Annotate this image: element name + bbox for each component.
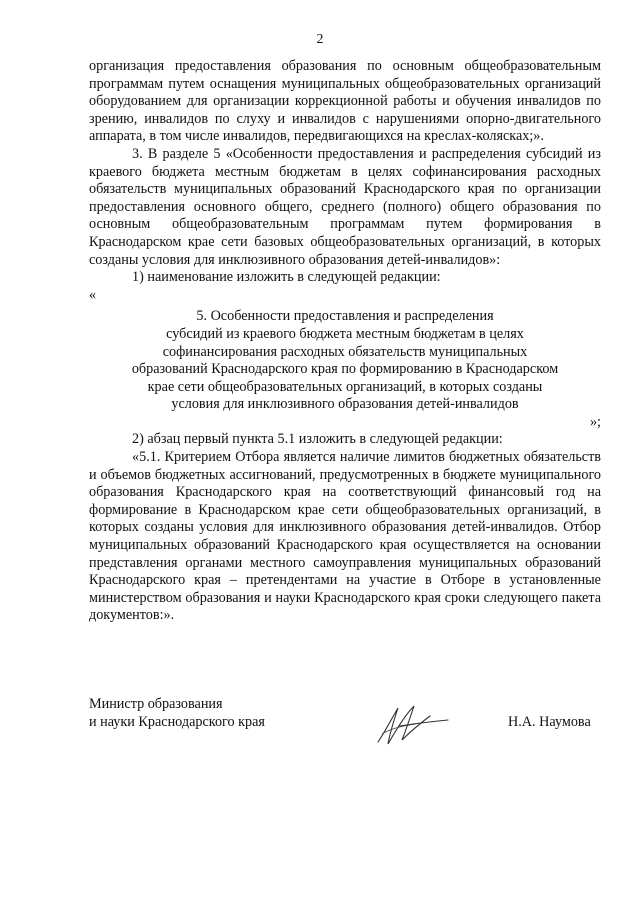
paragraph-3-item-1: 1) наименование изложить в следующей редакции: xyxy=(132,269,441,286)
paragraph-3: 3. В разделе 5 «Особенности предоставления и распределения субсидий из краевого бюджета местным бюджетам в целях софинансирования расходных обязательств муниципальных образований Краснодарского края по организации предоставления основного общего, среднего (полного) общего образования по основным общеобразовательным программам путем формирования в Краснодарском крае сети базовых общеобразовательных организаций, в которых созданы условия для инклюзивного образования детей-инвалидов»: xyxy=(89,145,601,268)
handwritten-signature xyxy=(372,700,452,748)
heading-line: 5. Особенности предоставления и распределения xyxy=(196,308,494,325)
signatory-title xyxy=(89,696,265,731)
heading-line: софинансирования расходных обязательств муниципальных xyxy=(162,343,528,360)
signatory-title-line: и науки Краснодарского края xyxy=(89,713,265,730)
quote-open-mark: « xyxy=(89,286,97,303)
section-heading xyxy=(89,308,601,414)
paragraph-5-1: «5.1. Критерием Отбора является наличие лимитов бюджетных обязательств и объемов бюджетных ассигнований, предусмотренных в бюджете муниципального образования Краснодарского края на соответствующий финансовый год на формирование в Краснодарском крае сети общеобразовательных организаций, в которых созданы условия для инклюзивного образования детей-инвалидов. Отбор муниципальных образований Краснодарского края осуществляется на основании представления органами местного самоуправления муниципальных образований Краснодарского края – претендентами на участие в Отборе в установленные министерством образования и науки Краснодарского края сроки следующего пакета документов:». xyxy=(89,449,601,624)
page-number: 2 xyxy=(316,32,324,47)
heading-line: условия для инклюзивного образования детей-инвалидов xyxy=(171,396,519,413)
heading-line: субсидий из краевого бюджета местным бюджетам в целях xyxy=(166,325,524,342)
quote-close-mark: »; xyxy=(589,413,601,430)
paragraph-3-item-2: 2) абзац первый пункта 5.1 изложить в следующей редакции: xyxy=(132,431,503,448)
heading-line: крае сети общеобразовательных организаций, в которых созданы xyxy=(147,378,543,395)
heading-line: образований Краснодарского края по формированию в Краснодарском xyxy=(131,361,559,378)
signatory-name: Н.А. Наумова xyxy=(508,714,591,730)
signatory-title-line: Министр образования xyxy=(89,696,223,712)
document-body xyxy=(89,58,601,625)
paragraph-continuation: организация предоставления образования по основным общеобразовательным программам путем оснащения муниципальных общеобразовательных организаций оборудованием для организации коррекционной работы и обучения инвалидов по зрению, инвалидов по слуху и инвалидов с нарушениями опорно-двигательного аппарата, в том числе инвалидов, передвигающихся на креслах-колясках;». xyxy=(89,58,601,145)
